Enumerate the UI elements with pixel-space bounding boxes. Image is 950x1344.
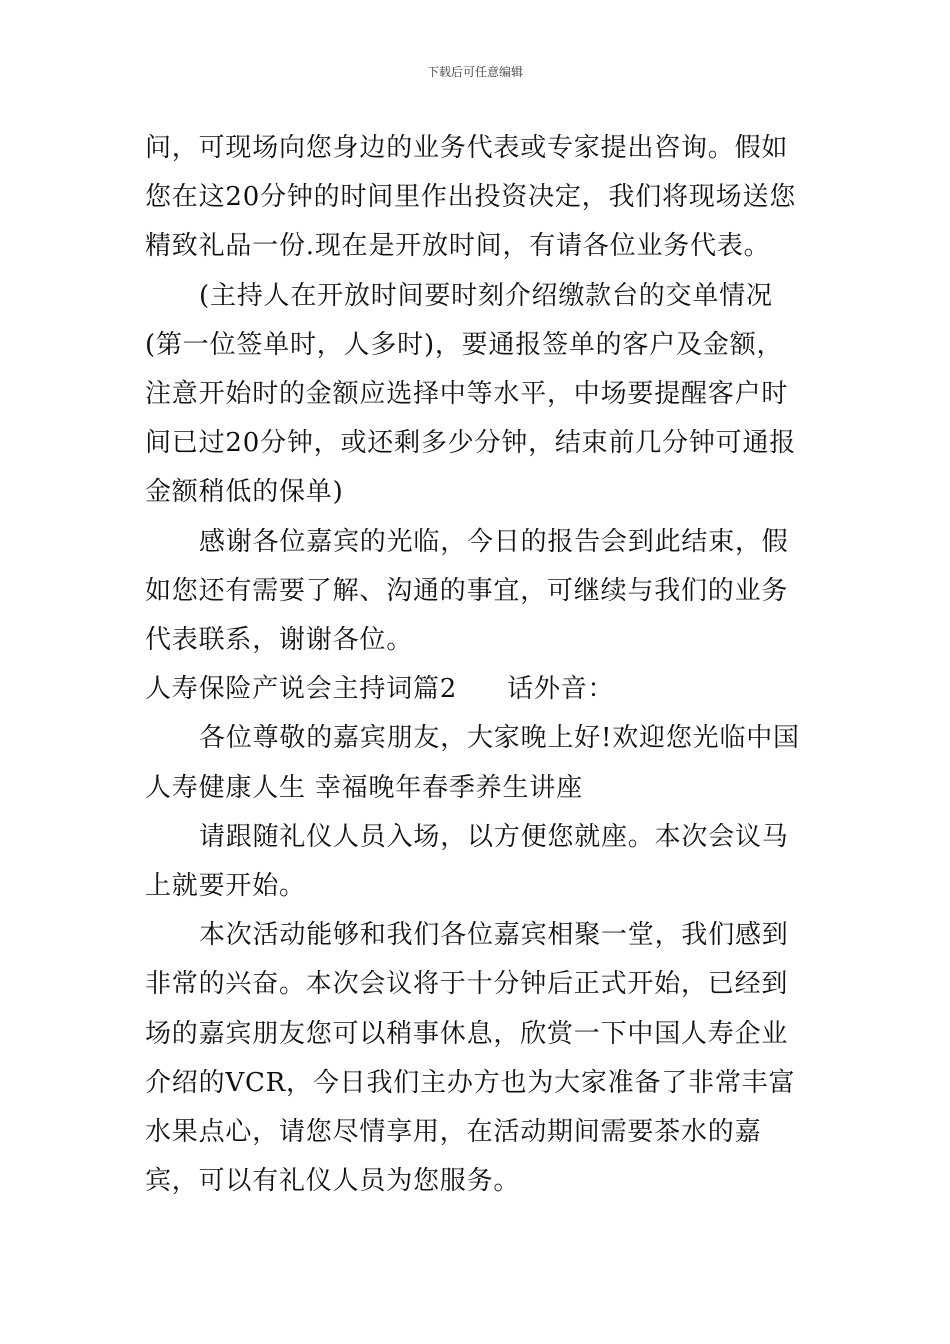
paragraph-activity: 本次活动能够和我们各位嘉宾相聚一堂，我们感到非常的兴奋。本次会议将于十分钟后正式开始，已经到场的嘉宾朋友您可以稍事休息，欣赏一下中国人寿企业介绍的VCR，今日我们主办方也为大家准备了非常丰富水果点心，请您尽情享用，在活动期间需要茶水的嘉宾，可以有礼仪人员为您服务。 bbox=[145, 920, 796, 1197]
section-subtitle: 话外音： bbox=[507, 674, 615, 705]
paragraph-closing: 感谢各位嘉宾的光临，今日的报告会到此结束，假如您还有需要了解、沟通的事宜，可继续与我们的业务代表联系，谢谢各位。 bbox=[145, 526, 789, 656]
section-title: 人寿保险产说会主持词篇2 bbox=[145, 674, 458, 705]
paragraph-welcome: 各位尊敬的嘉宾朋友，大家晚上好!欢迎您光临中国人寿健康人生 幸福晚年春季养生讲座 bbox=[145, 723, 800, 803]
page-header: 下载后可任意编辑 bbox=[426, 65, 523, 79]
document-body bbox=[145, 124, 807, 1206]
section-heading bbox=[145, 665, 807, 714]
paragraph-host-note: (主持人在开放时间要时刻介绍缴款台的交单情况(第一位签单时，人多时)，要通报签单的客户及金额，注意开始时的金额应选择中等水平，中场要提醒客户时间已过20分钟，或还剩多少分钟，结束前几分钟可通报金额稍低的保单) bbox=[145, 280, 797, 508]
paragraph-seating: 请跟随礼仪人员入场，以方便您就座。本次会议马上就要开始。 bbox=[145, 821, 789, 902]
paragraph-continuation: 问，可现场向您身边的业务代表或专家提出咨询。假如您在这20分钟的时间里作出投资决定，我们将现场送您精致礼品一份.现在是开放时间，有请各位业务代表。 bbox=[145, 133, 797, 262]
